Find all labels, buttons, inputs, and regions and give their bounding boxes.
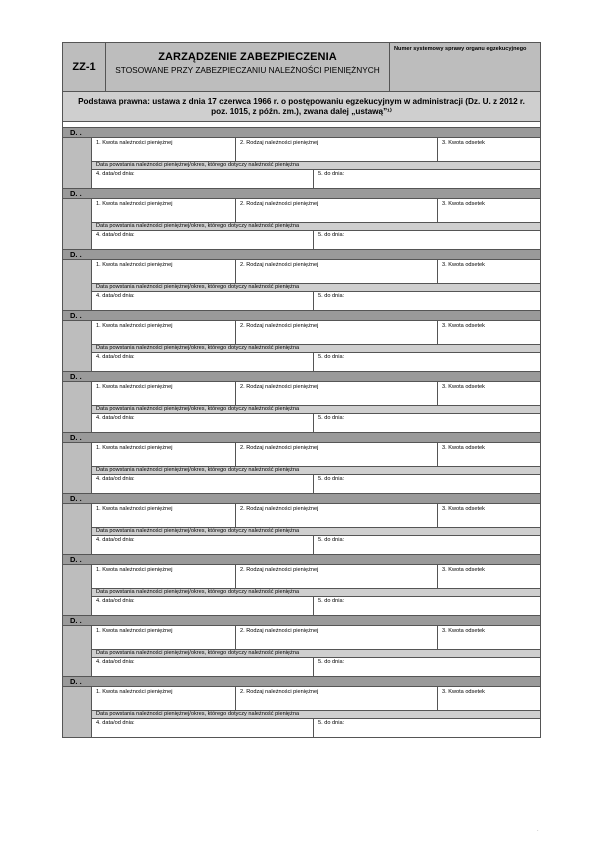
section-header: D. . (63, 555, 540, 565)
footer-mark: · (537, 828, 539, 834)
date-header: Data powstania należności pieniężnej/okres, którego dotyczy należność pieniężna (92, 162, 540, 170)
date-header: Data powstania należności pieniężnej/okres, którego dotyczy należność pieniężna (92, 223, 540, 231)
section-header: D. . (63, 372, 540, 382)
interest-field[interactable]: 3. Kwota odsetek (442, 262, 485, 268)
amount-row (92, 626, 540, 650)
sections-list (63, 128, 540, 737)
section-fields (92, 321, 540, 371)
amount-row (92, 687, 540, 711)
date-to-field[interactable]: 5. do dnia: (318, 720, 345, 726)
date-header: Data powstania należności pieniężnej/okres, którego dotyczy należność pieniężna (92, 406, 540, 414)
section-body (63, 260, 540, 310)
date-row (92, 597, 540, 615)
section-d (63, 494, 540, 555)
interest-field[interactable]: 3. Kwota odsetek (442, 506, 485, 512)
date-row (92, 353, 540, 371)
amount-row (92, 199, 540, 223)
date-from-field[interactable]: 4. data/od dnia: (92, 170, 314, 188)
section-body (63, 321, 540, 371)
amount-field[interactable]: 1. Kwota należności pieniężnej (92, 565, 236, 588)
form-title-block (106, 43, 390, 91)
section-header: D. . (63, 494, 540, 504)
section-body (63, 626, 540, 676)
interest-field[interactable]: 3. Kwota odsetek (442, 567, 485, 573)
date-from-field[interactable]: 4. data/od dnia: (92, 414, 314, 432)
amount-row (92, 443, 540, 467)
section-fields (92, 626, 540, 676)
section-body (63, 138, 540, 188)
interest-field[interactable]: 3. Kwota odsetek (442, 323, 485, 329)
section-d (63, 616, 540, 677)
date-row (92, 414, 540, 432)
section-d (63, 677, 540, 737)
section-gutter (63, 321, 92, 371)
date-from-field[interactable]: 4. data/od dnia: (92, 597, 314, 615)
date-row (92, 170, 540, 188)
date-row (92, 475, 540, 493)
section-gutter (63, 260, 92, 310)
section-gutter (63, 199, 92, 249)
section-gutter (63, 687, 92, 737)
section-header: D. . (63, 433, 540, 443)
date-row (92, 658, 540, 676)
section-fields (92, 443, 540, 493)
date-to-field[interactable]: 5. do dnia: (318, 598, 345, 604)
form-code: ZZ-1 (63, 43, 106, 91)
date-to-field[interactable]: 5. do dnia: (318, 415, 345, 421)
amount-field[interactable]: 1. Kwota należności pieniężnej (92, 260, 236, 283)
section-body (63, 504, 540, 554)
date-from-field[interactable]: 4. data/od dnia: (92, 475, 314, 493)
section-fields (92, 504, 540, 554)
type-field[interactable]: 2. Rodzaj należności pieniężnej (236, 199, 438, 222)
date-row (92, 292, 540, 310)
section-body (63, 199, 540, 249)
section-d (63, 555, 540, 616)
date-to-field[interactable]: 5. do dnia: (318, 171, 345, 177)
date-header: Data powstania należności pieniężnej/okres, którego dotyczy należność pieniężna (92, 284, 540, 292)
date-row (92, 719, 540, 737)
date-from-field[interactable]: 4. data/od dnia: (92, 292, 314, 310)
section-d (63, 433, 540, 494)
date-header: Data powstania należności pieniężnej/okres, którego dotyczy należność pieniężna (92, 589, 540, 597)
amount-field[interactable]: 1. Kwota należności pieniężnej (92, 504, 236, 527)
interest-field[interactable]: 3. Kwota odsetek (442, 445, 485, 451)
date-header: Data powstania należności pieniężnej/okres, którego dotyczy należność pieniężna (92, 528, 540, 536)
form-header (63, 43, 540, 92)
amount-row (92, 382, 540, 406)
type-field[interactable]: 2. Rodzaj należności pieniężnej (236, 443, 438, 466)
date-from-field[interactable]: 4. data/od dnia: (92, 658, 314, 676)
type-field[interactable]: 2. Rodzaj należności pieniężnej (236, 260, 438, 283)
section-d (63, 250, 540, 311)
section-fields (92, 138, 540, 188)
amount-field[interactable]: 1. Kwota należności pieniężnej (92, 199, 236, 222)
section-fields (92, 687, 540, 737)
date-header: Data powstania należności pieniężnej/okres, którego dotyczy należność pieniężna (92, 650, 540, 658)
date-to-field[interactable]: 5. do dnia: (318, 537, 345, 543)
amount-row (92, 321, 540, 345)
section-header: D. . (63, 311, 540, 321)
section-fields (92, 565, 540, 615)
date-to-field[interactable]: 5. do dnia: (318, 659, 345, 665)
amount-row (92, 565, 540, 589)
section-body (63, 443, 540, 493)
type-field[interactable]: 2. Rodzaj należności pieniężnej (236, 565, 438, 588)
date-header: Data powstania należności pieniężnej/okres, którego dotyczy należność pieniężna (92, 711, 540, 719)
amount-field[interactable]: 1. Kwota należności pieniężnej (92, 321, 236, 344)
section-gutter (63, 443, 92, 493)
date-to-field[interactable]: 5. do dnia: (318, 232, 345, 238)
section-fields (92, 260, 540, 310)
interest-field[interactable]: 3. Kwota odsetek (442, 201, 485, 207)
type-field[interactable]: 2. Rodzaj należności pieniężnej (236, 626, 438, 649)
section-gutter (63, 504, 92, 554)
type-field[interactable]: 2. Rodzaj należności pieniężnej (236, 687, 438, 710)
date-row (92, 536, 540, 554)
section-body (63, 565, 540, 615)
section-gutter (63, 382, 92, 432)
date-from-field[interactable]: 4. data/od dnia: (92, 353, 314, 371)
section-fields (92, 199, 540, 249)
date-from-field[interactable]: 4. data/od dnia: (92, 231, 314, 249)
date-to-field[interactable]: 5. do dnia: (318, 354, 345, 360)
section-header: D. . (63, 128, 540, 138)
amount-row (92, 138, 540, 162)
section-body (63, 687, 540, 737)
legal-basis: Podstawa prawna: ustawa z dnia 17 czerwca 1966 r. o postępowaniu egzekucyjnym w administracji (Dz. U. z 2012 r. poz. 1015, z późn. zm.), zwana dalej „ustawą”¹⁾ (63, 92, 540, 122)
system-number-field[interactable]: Numer systemowy sprawy organu egzekucyjnego (394, 46, 527, 52)
amount-field[interactable]: 1. Kwota należności pieniężnej (92, 443, 236, 466)
date-row (92, 231, 540, 249)
date-from-field[interactable]: 4. data/od dnia: (92, 719, 314, 737)
section-header: D. . (63, 250, 540, 260)
date-header: Data powstania należności pieniężnej/okres, którego dotyczy należność pieniężna (92, 345, 540, 353)
section-d (63, 128, 540, 189)
section-gutter (63, 138, 92, 188)
date-header: Data powstania należności pieniężnej/okres, którego dotyczy należność pieniężna (92, 467, 540, 475)
amount-field[interactable]: 1. Kwota należności pieniężnej (92, 382, 236, 405)
form-zz1 (62, 42, 541, 738)
form-title: ZARZĄDZENIE ZABEZPIECZENIA (158, 51, 337, 63)
section-gutter (63, 626, 92, 676)
section-d (63, 189, 540, 250)
section-fields (92, 382, 540, 432)
date-to-field[interactable]: 5. do dnia: (318, 476, 345, 482)
form-subtitle: STOSOWANE PRZY ZABEZPIECZANIU NALEŻNOŚCI PIENIĘŻNYCH (115, 65, 380, 75)
interest-field[interactable]: 3. Kwota odsetek (442, 689, 485, 695)
date-to-field[interactable]: 5. do dnia: (318, 293, 345, 299)
section-body (63, 382, 540, 432)
section-header: D. . (63, 677, 540, 687)
date-from-field[interactable]: 4. data/od dnia: (92, 536, 314, 554)
amount-row (92, 260, 540, 284)
amount-row (92, 504, 540, 528)
type-field[interactable]: 2. Rodzaj należności pieniężnej (236, 321, 438, 344)
amount-field[interactable]: 1. Kwota należności pieniężnej (92, 138, 236, 161)
section-header: D. . (63, 189, 540, 199)
amount-field[interactable]: 1. Kwota należności pieniężnej (92, 687, 236, 710)
section-d (63, 372, 540, 433)
section-d (63, 311, 540, 372)
type-field[interactable]: 2. Rodzaj należności pieniężnej (236, 138, 438, 161)
type-field[interactable]: 2. Rodzaj należności pieniężnej (236, 504, 438, 527)
interest-field[interactable]: 3. Kwota odsetek (442, 628, 485, 634)
section-gutter (63, 565, 92, 615)
type-field[interactable]: 2. Rodzaj należności pieniężnej (236, 382, 438, 405)
section-header: D. . (63, 616, 540, 626)
amount-field[interactable]: 1. Kwota należności pieniężnej (92, 626, 236, 649)
interest-field[interactable]: 3. Kwota odsetek (442, 384, 485, 390)
interest-field[interactable]: 3. Kwota odsetek (442, 140, 485, 146)
